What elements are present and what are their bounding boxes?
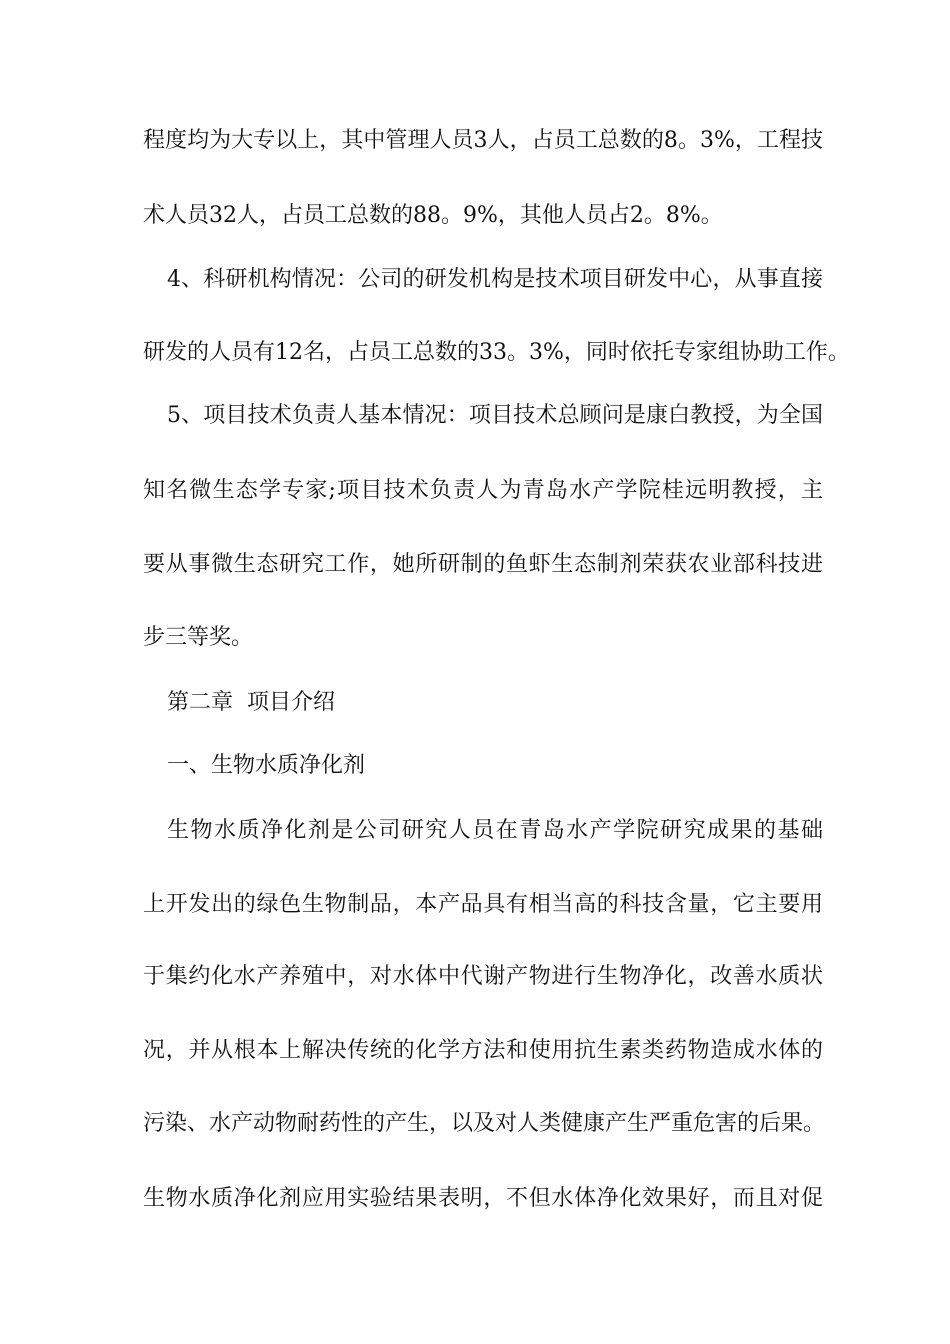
paragraph-line: 况，并从根本上解决传统的化学方法和使用抗生素类药物造成水体的 bbox=[143, 1038, 823, 1063]
paragraph-line: 生物水质净化剂应用实验结果表明，不但水体净化效果好，而且对促 bbox=[143, 1186, 823, 1211]
paragraph-line: 步三等奖。 bbox=[143, 625, 254, 650]
paragraph-line: 研发的人员有12名，占员工总数的33。3%，同时依托专家组协助工作。 bbox=[143, 340, 850, 365]
paragraph-line: 术人员32人，占员工总数的88。9%，其他人员占2。8%。 bbox=[143, 203, 723, 228]
paragraph-line: 污染、水产动物耐药性的产生，以及对人类健康产生严重危害的后果。 bbox=[143, 1111, 826, 1136]
paragraph-line: 4、科研机构情况：公司的研发机构是技术项目研发中心，从事直接 bbox=[167, 267, 823, 292]
paragraph-line: 上开发出的绿色生物制品，本产品具有相当高的科技含量，它主要用 bbox=[143, 892, 823, 917]
paragraph-line: 于集约化水产养殖中，对水体中代谢产物进行生物净化，改善水质状 bbox=[143, 964, 823, 989]
section-heading: 一、生物水质净化剂 bbox=[167, 753, 366, 778]
chapter-heading: 第二章 项目介绍 bbox=[167, 690, 335, 715]
paragraph-line: 要从事微生态研究工作，她所研制的鱼虾生态制剂荣获农业部科技进 bbox=[143, 552, 823, 577]
paragraph-line: 程度均为大专以上，其中管理人员3人，占员工总数的8。3%，工程技 bbox=[143, 128, 823, 153]
paragraph-line: 知名微生态学专家;项目技术负责人为青岛水产学院桂远明教授，主 bbox=[143, 478, 823, 503]
paragraph-line: 5、项目技术负责人基本情况：项目技术总顾问是康白教授，为全国 bbox=[167, 403, 823, 428]
paragraph-line: 生物水质净化剂是公司研究人员在青岛水产学院研究成果的基础 bbox=[167, 818, 823, 843]
